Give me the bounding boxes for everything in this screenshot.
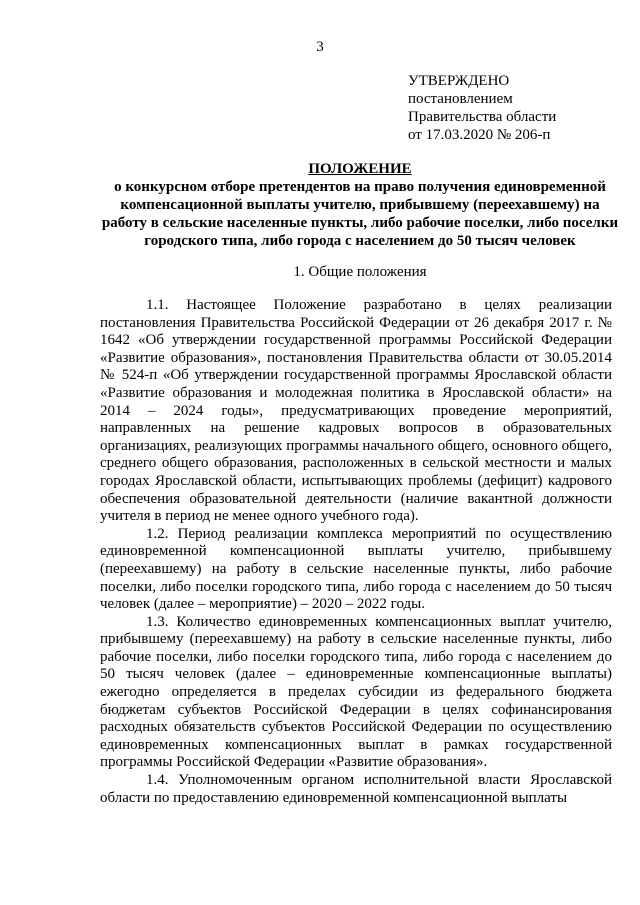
approval-stamp <box>408 72 628 144</box>
document-body <box>100 297 612 807</box>
document-title: ПОЛОЖЕНИЕ <box>308 161 412 177</box>
approval-line-by-resolution: постановлением <box>408 91 513 107</box>
paragraph-1-2: 1.2. Период реализации комплекса мероприятий по осуществлению единовременной компенсационной выплаты учителю, прибывшему (переехавшему) на работу в сельские населенные пункты, либо рабочие поселки, либо поселки городского типа, либо города с населением до 50 тысяч человек (далее – мероприятие) – 2020 – 2022 годы. <box>100 525 612 613</box>
section-heading: 1. Общие положения <box>293 264 427 280</box>
approval-line-date-number: от 17.03.2020 № 206-п <box>408 127 551 143</box>
paragraph-1-1: 1.1. Настоящее Положение разработано в целях реализации постановления Правительства Российской Федерации от 26 декабря 2017 г. № 1642 «Об утверждении государственной программы Российской Федерации «Развитие образования», постановления Правительства области от 30.05.2014 № 524-п «Об утверждении государственной программы Ярославской области «Развитие образования и молодежная политика в Ярославской области» на 2014 – 2024 годы», предусматривающих проведение мероприятий, направленных на решение кадровых вопросов в образовательных организациях, реализующих программы начального общего, основного общего, среднего общего образования, расположенных в сельской местности и малых городах Ярославской области, испытывающих проблемы (дефицит) кадрового обеспечения образовательной деятельности (наличие вакантной должности учителя в период не менее одного учебного года). <box>100 297 612 525</box>
approval-line-government: Правительства области <box>408 109 557 125</box>
page-number: 3 <box>316 39 324 55</box>
paragraph-1-4: 1.4. Уполномоченным органом исполнительной власти Ярославской области по предоставлению единовременной компенсационной выплаты <box>100 772 612 806</box>
paragraph-1-3: 1.3. Количество единовременных компенсационных выплат учителю, прибывшему (переехавшему) на работу в сельские населенные пункты, либо рабочие поселки, либо поселки городского типа, либо города с населением до 50 тысяч человек (далее – единовременные компенсационные выплаты) ежегодно определяется в пределах субсидии из федерального бюджета бюджетам субъектов Российской Федерации в целях софинансирования расходных обязательств субъектов Российской Федерации по осуществлению единовременных компенсационных выплат в рамках государственной программы Российской Федерации «Развитие образования». <box>100 613 612 771</box>
document-title-block <box>100 160 620 250</box>
approval-line-approved: УТВЕРЖДЕНО <box>408 73 510 89</box>
document-subtitle: о конкурсном отборе претендентов на право получения единовременной компенсационной выплаты учителю, прибывшему (переехавшему) на работу в сельские населенные пункты, либо рабочие поселки, либо поселки городского типа, либо города с населением до 50 тысяч человек <box>101 179 619 249</box>
